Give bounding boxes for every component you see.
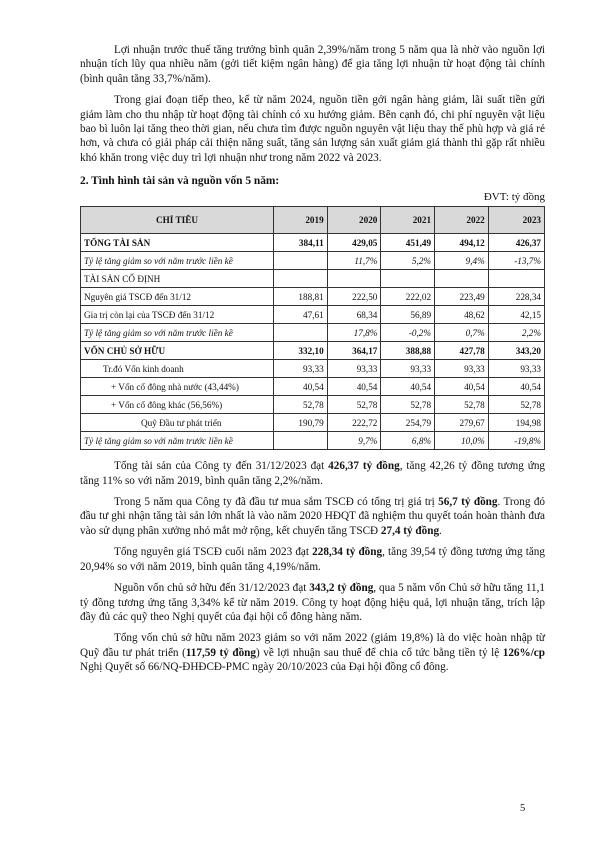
cell-value — [381, 270, 435, 288]
document-page — [80, 43, 545, 675]
cell-value: 222,50 — [327, 288, 381, 306]
cell-value: 279,67 — [435, 414, 489, 432]
cell-value: 494,12 — [435, 234, 489, 252]
intro-text — [80, 43, 545, 165]
cell-value: 52,78 — [435, 396, 489, 414]
table-row — [81, 270, 545, 288]
analysis-paragraph — [80, 495, 545, 538]
table-row — [81, 432, 545, 450]
header-year-2023: 2023 — [488, 207, 544, 234]
cell-value: 93,33 — [274, 360, 328, 378]
table-row — [81, 288, 545, 306]
table-row — [81, 252, 545, 270]
cell-value: 188,81 — [274, 288, 328, 306]
cell-value: 343,20 — [488, 342, 544, 360]
cell-value: 388,88 — [381, 342, 435, 360]
header-year-2021: 2021 — [381, 207, 435, 234]
analysis-paragraph — [80, 581, 545, 624]
header-year-2019: 2019 — [274, 207, 328, 234]
header-year-2022: 2022 — [435, 207, 489, 234]
row-label: VỐN CHỦ SỞ HỮU — [81, 342, 274, 360]
cell-value: 426,37 — [488, 234, 544, 252]
cell-value: 52,78 — [327, 396, 381, 414]
header-indicator: CHỈ TIÊU — [81, 207, 274, 234]
highlight-figure: 426,37 tỷ đồng — [328, 460, 400, 473]
paragraph-profit-growth: Lợi nhuận trước thuế tăng trưởng bình quân 2,39%/năm trong 5 năm qua là nhờ vào nguồn lợi nhuận tích lũy qua nhiều năm (gởi tiết kiệm ngân hàng) để gia tăng lợi nhuận từ hoạt động tài chính (bình quân tăng 33,7%/năm). — [80, 44, 545, 85]
table-header-row — [81, 207, 545, 234]
text-run: , qua 5 năm vốn Chủ sở hữu tăng 11,1 tỷ đồng tương ứng tăng 3,34% kể từ năm 2019. Công ty hoạt động hiệu quả, lợi nhuận tăng, trích lập đầy đủ các quỹ theo Nghị quyết của đại hội cổ đông hàng năm. — [80, 582, 545, 623]
cell-value: 93,33 — [381, 360, 435, 378]
assets-capital-table — [80, 206, 545, 450]
table-row — [81, 378, 545, 396]
cell-value: 52,78 — [274, 396, 328, 414]
row-label: Nguyên giá TSCĐ đến 31/12 — [81, 288, 274, 306]
cell-value: 254,79 — [381, 414, 435, 432]
cell-value: 52,78 — [488, 396, 544, 414]
cell-value: 42,15 — [488, 306, 544, 324]
cell-value: 222,72 — [327, 414, 381, 432]
cell-value — [274, 324, 328, 342]
cell-value: 52,78 — [381, 396, 435, 414]
cell-value: 47,61 — [274, 306, 328, 324]
highlight-figure: 126%/cp — [502, 646, 545, 659]
cell-value: 0,7% — [435, 324, 489, 342]
cell-value: 228,34 — [488, 288, 544, 306]
table-row — [81, 360, 545, 378]
cell-value: 223,49 — [435, 288, 489, 306]
row-label: Tỷ lệ tăng giảm so với năm trước liền kề — [81, 432, 274, 450]
table-row — [81, 414, 545, 432]
cell-value: 40,54 — [327, 378, 381, 396]
cell-value: 451,49 — [381, 234, 435, 252]
cell-value: 93,33 — [488, 360, 544, 378]
row-label: Tỷ lệ tăng giảm so với năm trước liền kề — [81, 252, 274, 270]
cell-value: 427,78 — [435, 342, 489, 360]
cell-value: 48,62 — [435, 306, 489, 324]
highlight-figure: 228,34 tỷ đồng — [312, 546, 383, 559]
text-run: Tổng nguyên giá TSCĐ cuối năm 2023 đạt — [114, 546, 313, 559]
cell-value: 40,54 — [274, 378, 328, 396]
cell-value: -13,7% — [488, 252, 544, 270]
table-row — [81, 324, 545, 342]
row-label: Tr.đó Vốn kinh doanh — [81, 360, 274, 378]
analysis-paragraph — [80, 459, 545, 488]
cell-value: 429,05 — [327, 234, 381, 252]
table-row — [81, 396, 545, 414]
cell-value — [274, 432, 328, 450]
text-run: Trong 5 năm qua Công ty đã đầu tư mua sắm TSCĐ có tổng trị giá trị — [114, 496, 439, 509]
cell-value — [274, 270, 328, 288]
highlight-figure: 117,59 tỷ đồng — [185, 646, 256, 659]
cell-value: 194,98 — [488, 414, 544, 432]
cell-value: 93,33 — [435, 360, 489, 378]
text-run: ) về lợi nhuận sau thuế để chia cổ tức bằng tiền tỷ lệ — [255, 646, 503, 659]
analysis-paragraph — [80, 545, 545, 574]
cell-value — [327, 270, 381, 288]
text-run: . Trong đó đầu tư ghi nhận tăng tài sản lớn nhất là vào năm 2020 HĐQT đã nghiệm thu quyết toán hoàn thành đưa vào sử dụng phân xưởng nhỏ mắt mở rộng, kết chuyển tăng TSCĐ — [80, 496, 546, 537]
cell-value — [488, 270, 544, 288]
cell-value — [274, 252, 328, 270]
text-run: . — [439, 524, 442, 537]
text-run: , tăng 42,26 tỷ đồng tương ứng tăng 11% so với năm 2019, bình quân tăng 2,2%/năm. — [80, 460, 546, 487]
cell-value — [435, 270, 489, 288]
cell-value: 9,7% — [327, 432, 381, 450]
row-label: TỔNG TÀI SẢN — [81, 234, 274, 252]
row-label: Tỷ lệ tăng giảm so với năm trước liền kề — [81, 324, 274, 342]
cell-value: -0,2% — [381, 324, 435, 342]
analysis-text — [80, 459, 545, 674]
cell-value: 93,33 — [327, 360, 381, 378]
highlight-figure: 343,2 tỷ đồng — [309, 582, 374, 595]
cell-value: 332,10 — [274, 342, 328, 360]
page-number: 5 — [520, 803, 526, 814]
unit-label: ĐVT: tỷ đồng — [483, 191, 545, 204]
cell-value: 384,11 — [274, 234, 328, 252]
cell-value: 40,54 — [435, 378, 489, 396]
table-body — [81, 234, 545, 450]
text-run: Nghị Quyết số 66/NQ-ĐHĐCĐ-PMC ngày 20/10/2023 của Đại hội đồng cổ đông. — [80, 661, 449, 674]
cell-value: 6,8% — [381, 432, 435, 450]
text-run: Nguồn vốn chủ sở hữu đến 31/12/2023 đạt — [114, 582, 310, 595]
row-label: Gia trị còn lại của TSCĐ đến 31/12 — [81, 306, 274, 324]
cell-value: 364,17 — [327, 342, 381, 360]
table-row — [81, 342, 545, 360]
table-row — [81, 306, 545, 324]
cell-value: 10,0% — [435, 432, 489, 450]
cell-value: 40,54 — [488, 378, 544, 396]
cell-value: 2,2% — [488, 324, 544, 342]
cell-value: 190,79 — [274, 414, 328, 432]
analysis-paragraph — [80, 631, 545, 674]
row-label: TÀI SẢN CỐ ĐỊNH — [81, 270, 274, 288]
cell-value: 17,8% — [327, 324, 381, 342]
table-row — [81, 234, 545, 252]
cell-value: 56,89 — [381, 306, 435, 324]
cell-value: 40,54 — [381, 378, 435, 396]
cell-value: 9,4% — [435, 252, 489, 270]
cell-value: -19,8% — [488, 432, 544, 450]
header-year-2020: 2020 — [327, 207, 381, 234]
cell-value: 222,02 — [381, 288, 435, 306]
highlight-figure: 56,7 tỷ đồng — [438, 496, 498, 509]
cell-value: 11,7% — [327, 252, 381, 270]
text-run: Tổng tài sản của Công ty đến 31/12/2023 đạt — [114, 460, 329, 473]
cell-value: 5,2% — [381, 252, 435, 270]
paragraph-outlook: Trong giai đoạn tiếp theo, kể từ năm 2024, nguồn tiền gởi ngân hàng giảm, lãi suất tiền gửi giảm làm cho thu nhập từ hoạt động tài chính có xu hướng giảm. Bên cạnh đó, chi phí nguyên vật liệu bao bì luôn lại tăng theo thời gian, nếu chưa tìm được nguồn nguyên vật liệu thay thế phù hợp và giá rẻ hơn, và chưa có giải pháp cải thiện năng suất, tăng sản lượng sản xuất giảm giá thành thì gặp rất nhiều khó khăn trong việc duy trì lợi nhuận như trong năm 2022 và 2023. — [80, 94, 545, 164]
highlight-figure: 27,4 tỷ đồng — [380, 524, 440, 537]
row-label: + Vốn cổ đông khác (56,56%) — [81, 396, 274, 414]
cell-value: 68,34 — [327, 306, 381, 324]
text-run: Tổng vốn chủ sở hữu năm 2023 giảm so với năm 2022 (giảm 19,8%) là do việc hoàn nhập từ Quỹ đầu tư phát triển ( — [80, 632, 545, 659]
text-run: , tăng 39,54 tỷ đồng tương ứng tăng 20,94% so với năm 2019, bình quân tăng 4,19%/năm. — [80, 546, 545, 573]
row-label: + Vốn cổ đông nhà nước (43,44%) — [81, 378, 274, 396]
row-label: Quỹ Đầu tư phát triển — [81, 414, 274, 432]
section-heading: 2. Tình hình tài sản và nguồn vốn 5 năm: — [80, 175, 280, 188]
